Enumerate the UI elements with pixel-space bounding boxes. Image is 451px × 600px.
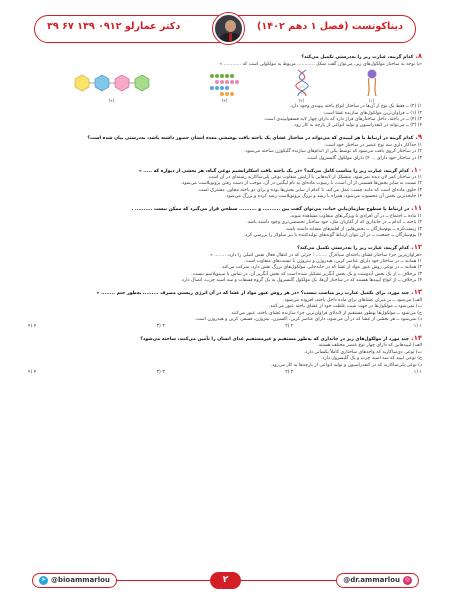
- option-2[interactable]: ۲) (۱) ــ فراوان‌ترین مولکول‌های سازنده غشا است.: [322, 110, 422, 116]
- option-2[interactable]: ۲) در ساختار کروی یافت می‌شود که توسط یکی از اندام‌های سازنده گلیکوژن ساخته می‌شود.: [244, 149, 422, 155]
- choice-4[interactable]: ۴) ۴: [28, 324, 37, 330]
- question-number: ۱۳.: [411, 288, 422, 297]
- option-4[interactable]: ۴) برخلاف ــ از انواع لیپیدها هستند که در ساختار آن‌ها، یک مولکول گلیسرول به یک گروه فسفات و سه اسید چرب، اتصال دارد.: [180, 278, 422, 284]
- option-2[interactable]: ۲) همانند ــ در نوعی روش عبور مواد از غشا که در جابه‌جایی مولکول‌های بزرگ نقش دارد، شرکت می‌کند.: [220, 265, 422, 271]
- instagram-icon: ◎: [403, 576, 412, 585]
- statement-d: د) نمی‌شود ــ هر بخشی از غشا که در آن می‌شود، دارای عناصر کربن، اکسیژن، نیتروژن، فسفر، کربن و هیدروژن است.: [194, 317, 422, 323]
- choice-1[interactable]: ۱) ۱: [413, 324, 422, 330]
- question-title: چند مورد از مولکول‌های زیر در جانداری که به‌طور مستقیم و غیرمستقیم غذای انسان را تأمین می‌کنند، ساخته می‌شود؟: [140, 336, 410, 342]
- question-12: [28, 243, 422, 285]
- figure-branched-polymer: (۳): [208, 71, 242, 103]
- test-title: دیناکوتست (فصل ۱ دهم ۱۴۰۲): [257, 21, 403, 32]
- telegram-text: @bioammarlou: [51, 575, 110, 584]
- option-1[interactable]: ۱) در ساختار کمر لان دیده نمی‌شود، متشکل از لایه‌هایی با آرایش متفاوت نوعی پلی‌ساکارید رشته‌ای در آن است.: [207, 175, 422, 180]
- telegram-handle[interactable]: [32, 573, 117, 588]
- choice-4[interactable]: ۴) ۴: [28, 369, 37, 375]
- option-1[interactable]: ۱) جداکار داری سه نوع عنصر در ساختار خود است.: [324, 142, 422, 148]
- choice-2[interactable]: ۲) ۲: [285, 369, 294, 375]
- option-3[interactable]: ۳) حاوی ماده‌ای است که مانند چسب عمل می‌کند، تا کدام از سایر بخش‌ها بوده و برای دو یاخته مجاور، مشترک است.: [197, 187, 422, 193]
- statement-d: د) نوعی پلی‌ساکارید که در کنفدراسیون و تولید انواعی از پارچه‌ها به کار می‌رود.: [270, 362, 422, 368]
- choice-3[interactable]: ۳) ۳: [156, 369, 165, 375]
- question-number: ۱۰.: [411, 165, 422, 174]
- figure-phospholipid: (۱): [362, 69, 382, 103]
- author-photo: [213, 13, 244, 44]
- question-number: ۱۴.: [411, 333, 422, 342]
- choice-1[interactable]: ۱) ۱: [413, 369, 422, 375]
- answer-choices: [28, 370, 422, 376]
- question-title: کدام گزینه، عبارت زیر را به‌درستی تکمیل می‌کند؟: [297, 245, 410, 251]
- question-number: ۹.: [415, 133, 422, 142]
- question-10: [28, 166, 422, 201]
- instagram-text: @dr.ammarlou: [343, 575, 400, 584]
- author-contact: دکتر عمارلو ۰۹۱۲ ۱۳۹ ۶۷ ۳۹: [47, 21, 181, 32]
- option-2[interactable]: ۲) نسبت به سایر بخش‌ها قسمتی از آن است، با رسوب ماده‌ای به نام لیگنین در آن، موجب از دست رفتن پروتوپلاست می‌شود.: [180, 181, 422, 187]
- option-3[interactable]: ۳) در ساختار خود دارای ... ۴) دارای مولکول گلیسرول است.: [306, 155, 422, 161]
- question-9: [28, 133, 422, 161]
- option-4[interactable]: ۴) جایجدترین بخش آن محسوب می‌شود، همراه با رشد و بزرگ پروتوپلاست رشد کرده و بزرگ می‌شود.: [224, 194, 422, 200]
- option-1[interactable]: ۱) (۲) ــ فقط یک نوع از آن‌ها در ساختار انواع یاخته پیوندی وجود دارد.: [289, 104, 422, 110]
- question-13: [28, 288, 422, 330]
- statement-c: ج) می‌شود ــ مولکول‌ها بهطور مستقیم از لابه‌لای فراوان‌ترین جزء سازنده غشای یاخته، عبور می‌کنند.: [229, 310, 422, 316]
- choice-3[interactable]: ۳) ۳: [156, 324, 165, 330]
- option-1[interactable]: ۱) همانند ــ در ساختار خود دارای عناصر کربن، هیدروژن و نیتروژن با نسبت‌های متفاوت است.: [244, 259, 422, 264]
- question-stem: «فراوان‌ترین جزء ساختار غشای یاخته‌ای سیاه‌رگ ........ ؛ جزئی که در انتقال فعال نقش اصلی را دارد، ........ »: [209, 252, 422, 258]
- question-title: کدام گزینه، عبارت زیر را به‌درستی تکمیل می‌کند؟: [301, 55, 414, 60]
- statement-b: ب) نوعی دی‌ساکارید که واحدهای ساختاری کاملاً یکسانی دارد.: [303, 349, 422, 355]
- choice-2[interactable]: ۲) ۲: [285, 324, 294, 330]
- page-header: [34, 15, 416, 43]
- option-3[interactable]: ۳) زیست‌کره ــ بوم‌سازگان ــ بخش‌هایی از اقلیم‌های مشابه داشته باشد.: [285, 226, 422, 232]
- statement-a: الف) لیپیدهایی که دارای چهار نوع عنصر مختلف هستند.: [317, 343, 422, 349]
- questions-area: [28, 52, 422, 380]
- question-11: [28, 204, 422, 239]
- option-2[interactable]: ۲) یاخته ــ اندام ــ در جانداری که از آغازیان مثل، خود ساختار تخصصی‌تری وجود داشته باشد.: [246, 220, 422, 226]
- question-number: ۱۲.: [411, 242, 422, 251]
- telegram-icon: ➤: [39, 576, 48, 585]
- page-number: ۲: [210, 572, 241, 589]
- option-4[interactable]: ۴) (۳) ــ می‌تواند در کنفدراسیون و تولید انواعی از پارچه به کار رود.: [293, 123, 422, 129]
- question-title: در ارتباط با سطوح سازمان‌یابی حیات، می‌توان گفت بین .......... و .......... سطحی قرار می‌گیرد که ممکن نیست .......... .: [131, 207, 410, 213]
- figure-dna-helix: (۲): [295, 69, 309, 103]
- statement-c: ج) نوعی لیپید که سه اسید چرب و یک گلیسرول دارد.: [320, 356, 422, 362]
- question-8: [28, 52, 422, 130]
- question-number: ۱۱.: [411, 204, 422, 213]
- option-4[interactable]: ۴) بوم‌سازگان ــ جمعیت ــ در آن بتوان ارتباط گونه‌های تولیدکننده با نیز سلولار را بررسی کرد.: [243, 233, 422, 239]
- statement-a: الف) می‌شود ــ بر میزان غشاهای برای ماده داخل یاخته، افزوده می‌شود.: [283, 297, 422, 303]
- figure-glucose-chain: (۴): [69, 73, 155, 103]
- page-footer: [32, 573, 419, 588]
- molecule-figures: [42, 70, 408, 104]
- answer-choices: [28, 324, 422, 330]
- statement-b: ب) نمی‌شود ــ مولکول‌ها در جهت شیب غلظت خود از غشای یاخته عبور می‌کنند.: [268, 304, 422, 310]
- option-3[interactable]: ۳) برخلاف ــ از یک بخش آبدوست و یک بخش آبگریز تشکیل شده است که بخش آبگریز آن، در تماس با سیتوپلاسم نیست.: [191, 271, 422, 277]
- question-title: چند مورد، برای تکمیل عبارت زیر مناسب نیست؟ «در هر روش عبور مواد از غشا که در آن انرژی زیستی مصرف ........، به‌طور حتم ........ »: [96, 291, 410, 297]
- question-title: کدام گزینه، عبارت زیر را مناسب کامل می‌کند؟ «در یک یاخته بافت اسکلرانشیم نوعی گیاه، هر بخشی از دیواره که ..... »: [138, 168, 410, 174]
- question-stem: «با توجه به ساختار مولکول‌های زیر، می‌توان گفت شکل ............ مربوط به مولکولی است که ............ »: [219, 61, 422, 67]
- question-title: کدام گزینه در ارتباط با هر لیپیدی که می‌تواند در ساختار غشای یک یاخته بافت پوششی معده انسان حضور داشته باشد، به‌درستی بیان شده است؟: [87, 136, 414, 142]
- question-number: ۸.: [415, 52, 422, 60]
- option-1[interactable]: ۱) ماده ــ اجتماع ــ در آن افرادی با ویژگی‌های متفاوت مشاهده شوند.: [289, 213, 422, 219]
- question-14: [28, 334, 422, 376]
- instagram-handle[interactable]: [336, 573, 419, 588]
- option-3[interactable]: ۳) (۴) ــ در یاخته، داخل ساختارهای فراز دارد که دارای چهار لایه فسفولیپیدی است.: [263, 117, 422, 123]
